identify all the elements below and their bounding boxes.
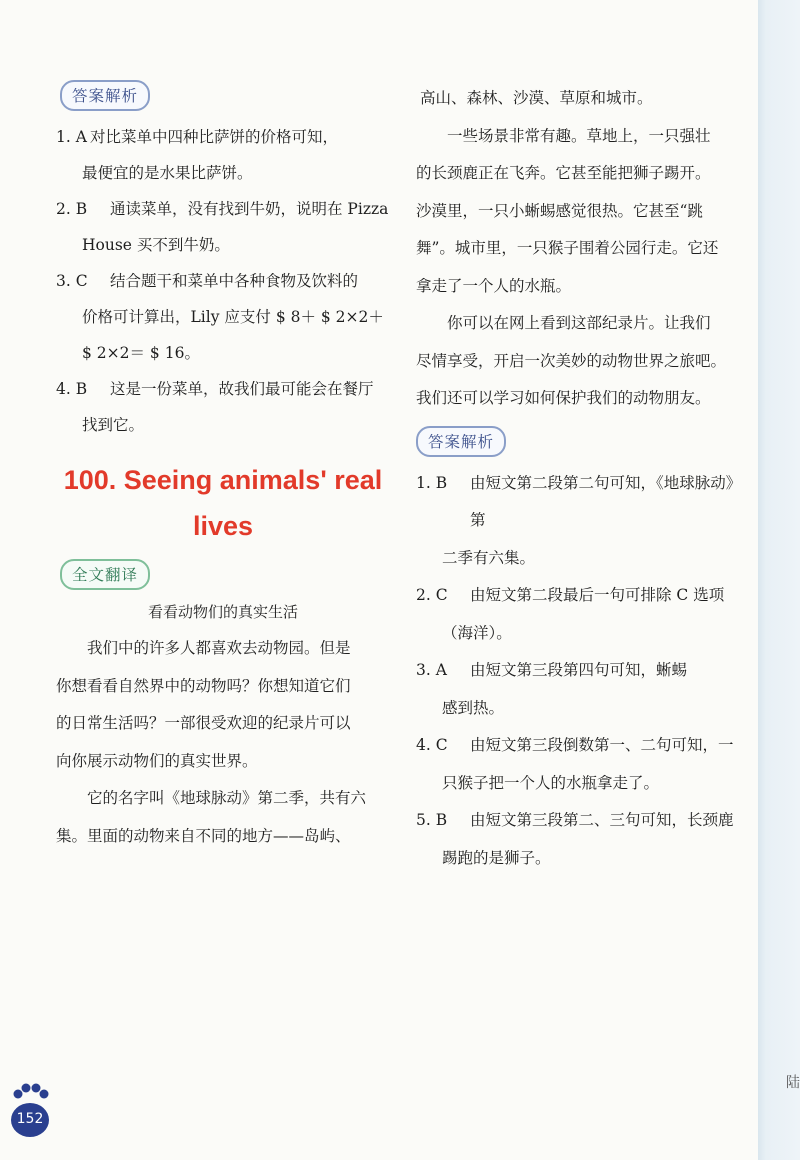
answer-text: 由短文第三段倒数第一、二句可知，一 — [470, 736, 734, 754]
page-edge — [758, 0, 800, 1160]
translation-title: 看看动物们的真实生活 — [147, 603, 298, 621]
text-line: 集。里面的动物来自不同的地方——岛屿、 — [56, 826, 351, 845]
answer-text-cont: 踢跑的是狮子。 — [442, 848, 551, 867]
text-line: 一些场景非常有趣。草地上，一只强壮 — [447, 126, 711, 145]
lesson-title-line2: lives — [192, 511, 254, 541]
page-number-badge — [10, 1082, 50, 1138]
answer-item — [56, 191, 390, 263]
page-number: 152 — [16, 1111, 44, 1127]
text-line: 它的名字叫《地球脉动》第二季，共有六 — [87, 789, 367, 807]
right-column — [416, 80, 754, 877]
answer-number: 4. B — [56, 380, 88, 398]
answer-number: 4. C — [416, 736, 448, 754]
answer-item — [416, 465, 754, 578]
text-line: 你可以在网上看到这部纪录片。让我们 — [447, 314, 711, 332]
left-column — [56, 80, 390, 855]
text-line: 我们还可以学习如何保护我们的动物朋友。 — [416, 389, 711, 407]
answer-number: 2. B — [56, 200, 88, 218]
text-line: 的长颈鹿正在飞奔。它甚至能把狮子踢开。 — [416, 164, 711, 182]
answer-text: 由短文第二段第二句可知，《地球脉动》第 — [470, 473, 742, 529]
text-line: 我们中的许多人都喜欢去动物园。但是 — [87, 639, 351, 657]
answer-text: 这是一份菜单，故我们最可能会在餐厅 — [110, 380, 374, 398]
answer-item — [56, 263, 390, 371]
edge-character: 陆 — [786, 1075, 800, 1091]
answer-number: 1. B — [416, 473, 448, 492]
text-line: 你想看看自然界中的动物吗？你想知道它们 — [56, 676, 351, 695]
answer-item — [416, 802, 754, 877]
text-line: 舞”。城市里，一只猴子围着公园行走。它还 — [416, 239, 719, 257]
answer-number: 3. A — [416, 661, 447, 679]
translation-paragraph-3 — [416, 118, 754, 306]
answer-text-cont: $ 2×2＝ $ 16。 — [82, 344, 200, 362]
text-line: 高山、森林、沙漠、草原和城市。 — [420, 89, 653, 107]
answer-text-cont: 二季有六集。 — [442, 548, 536, 567]
answer-number: 5. B — [416, 811, 448, 829]
answer-text-cont: House 买不到牛奶。 — [82, 236, 230, 254]
text-line: 向你展示动物们的真实世界。 — [56, 751, 258, 770]
answer-analysis-badge: 答案解析 — [60, 80, 150, 111]
translation-paragraph-2 — [56, 780, 390, 855]
answer-item — [416, 577, 754, 652]
answer-text-cont: 只猴子把一个人的水瓶拿走了。 — [442, 773, 660, 792]
answer-item — [56, 119, 390, 191]
answer-item — [416, 727, 754, 802]
text-line: 的日常生活吗？一部很受欢迎的纪录片可以 — [56, 714, 351, 732]
answer-text-cont: 最便宜的是水果比萨饼。 — [82, 164, 253, 182]
translation-paragraph-4 — [416, 305, 754, 418]
answer-number: 3. C — [56, 272, 88, 290]
answer-text-cont: 价格可计算出，Lily 应支付 $ 8＋ $ 2×2＋ — [82, 308, 384, 326]
text-line: 拿走了一个人的水瓶。 — [416, 276, 572, 295]
translation-paragraph-1 — [56, 630, 390, 780]
answer-list — [416, 465, 754, 878]
text-line: 沙漠里，一只小蜥蜴感觉很热。它甚至“跳 — [416, 201, 703, 220]
answer-text-cont: 感到热。 — [442, 698, 505, 717]
answer-item — [416, 652, 754, 727]
answer-text-cont: 找到它。 — [82, 416, 145, 434]
answer-text: 由短文第二段最后一句可排除 C 选项 — [470, 586, 725, 604]
paw-icon — [10, 1082, 50, 1138]
answer-text: 通读菜单，没有找到牛奶，说明在 Pizza — [110, 200, 389, 218]
answer-text: 由短文第三段第四句可知，蜥蜴 — [470, 661, 688, 679]
answer-number: 2. C — [416, 586, 448, 604]
full-translation-badge: 全文翻译 — [60, 559, 150, 590]
text-line: 尽情享受，开启一次美妙的动物世界之旅吧。 — [416, 351, 727, 370]
answer-text: 对比菜单中四种比萨饼的价格可知， — [90, 128, 339, 146]
answer-text: 结合题干和菜单中各种食物及饮料的 — [110, 272, 359, 290]
answer-text-cont: （海洋）。 — [442, 623, 512, 642]
answer-number: 1. A — [56, 128, 87, 146]
lesson-title-line1: 100. Seeing animals' real — [63, 465, 383, 495]
answer-item — [56, 371, 390, 443]
answer-text: 由短文第三段第二、三句可知，长颈鹿 — [470, 811, 734, 829]
answer-analysis-badge: 答案解析 — [416, 426, 506, 457]
answer-list — [56, 119, 390, 443]
